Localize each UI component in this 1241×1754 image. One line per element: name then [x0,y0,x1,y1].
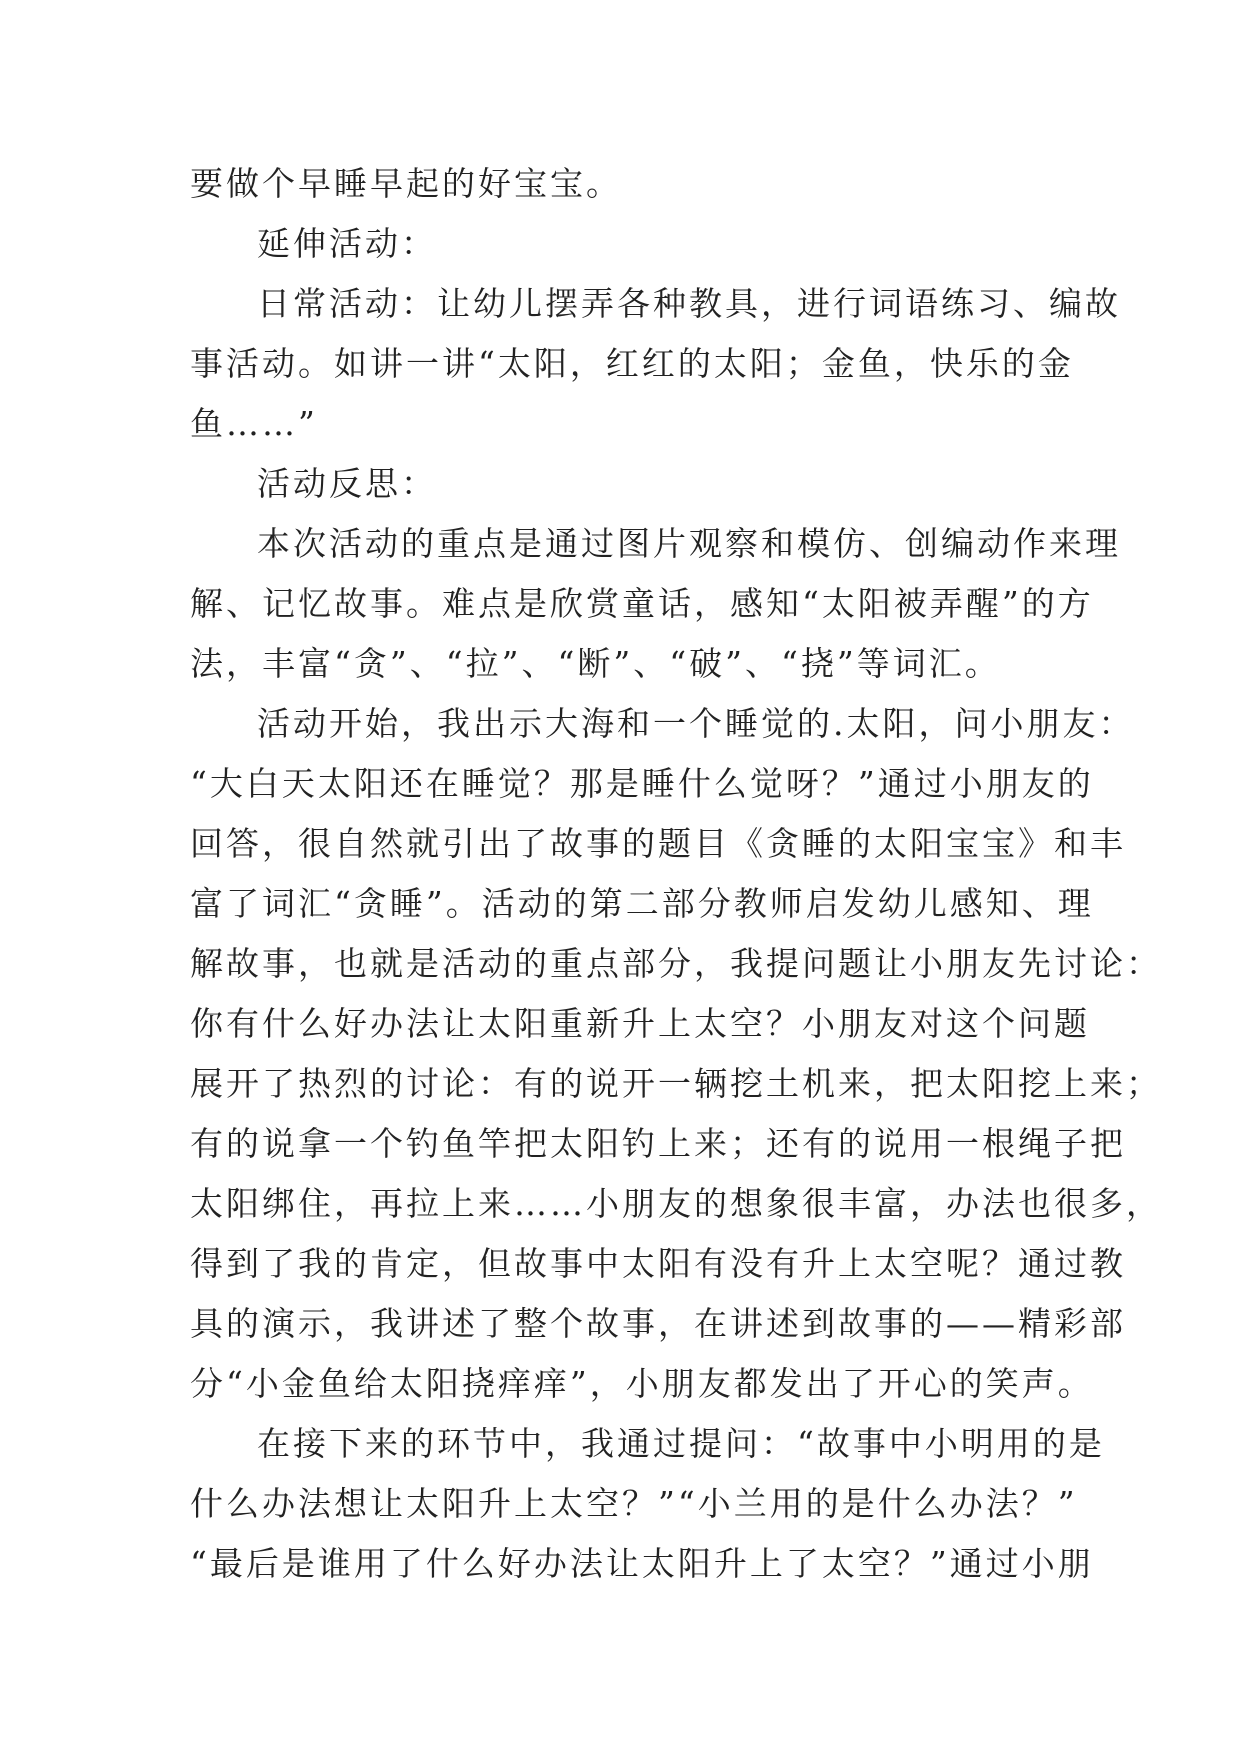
text-line: 活动开始，我出示大海和一个睡觉的.太阳，问小朋友： [257,704,1135,743]
text-line: “最后是谁用了什么好办法让太阳升上了太空？”通过小朋 [190,1544,1094,1583]
text-line: 本次活动的重点是通过图片观察和模仿、创编动作来理 [257,524,1121,563]
text-line: 有的说拿一个钓鱼竿把太阳钓上来；还有的说用一根绳子把 [190,1124,1126,1163]
text-line: 什么办法想让太阳升上太空？”“小兰用的是什么办法？” [190,1484,1078,1523]
text-line: 日常活动：让幼儿摆弄各种教具，进行词语练习、编故 [257,284,1121,323]
text-line: 法，丰富“贪”、“拉”、“断”、“破”、“挠”等词汇。 [190,644,1001,683]
text-line: 你有什么好办法让太阳重新升上太空？小朋友对这个问题 [190,1004,1090,1043]
text-line: 富了词汇“贪睡”。活动的第二部分教师启发幼儿感知、理 [190,884,1094,923]
text-line: 事活动。如讲一讲“太阳，红红的太阳；金鱼，快乐的金 [190,344,1074,383]
text-line: 分“小金鱼给太阳挠痒痒”，小朋友都发出了开心的笑声。 [190,1364,1094,1403]
text-line: 在接下来的环节中，我通过提问：“故事中小明用的是 [257,1424,1105,1463]
section-heading-extension: 延伸活动： [257,224,437,263]
text-line: 鱼……” [190,404,318,443]
text-line: 回答，很自然就引出了故事的题目《贪睡的太阳宝宝》和丰 [190,824,1126,863]
text-line: 解、记忆故事。难点是欣赏童话，感知“太阳被弄醒”的方 [190,584,1094,623]
text-line: 解故事，也就是活动的重点部分，我提问题让小朋友先讨论： [190,944,1162,983]
text-line: 具的演示，我讲述了整个故事，在讲述到故事的——精彩部 [190,1304,1126,1343]
text-line: 得到了我的肯定，但故事中太阳有没有升上太空呢？通过教 [190,1244,1126,1283]
text-line: 太阳绑住，再拉上来……小朋友的想象很丰富，办法也很多， [190,1184,1162,1223]
text-line: “大白天太阳还在睡觉？那是睡什么觉呀？”通过小朋友的 [190,764,1094,803]
text-line: 展开了热烈的讨论：有的说开一辆挖土机来，把太阳挖上来； [190,1064,1162,1103]
section-heading-reflection: 活动反思： [257,464,437,503]
text-line: 要做个早睡早起的好宝宝。 [190,164,622,203]
